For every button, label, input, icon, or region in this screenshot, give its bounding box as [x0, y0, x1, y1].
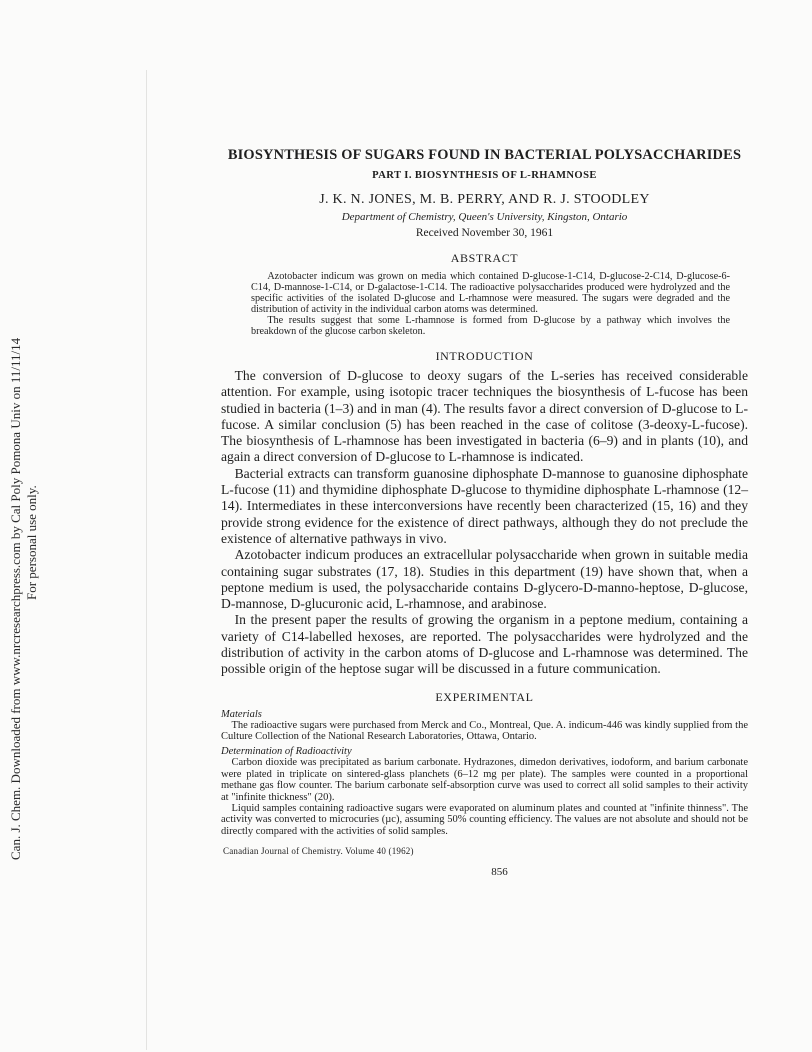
radioactivity-paragraph: Carbon dioxide was precipitated as barium carbonate. Hydrazones, dimedon derivatives, iodoform, and barium carbonate were plated in triplicate on sintered-glass planchets (6–12 mg per plate). The samples were counted in a proportional methane gas flow counter. The barium carbonate self-absorption curve was used to correct all solid samples to their activity at "infinite thickness" (20). — [221, 757, 748, 803]
download-notice-line: Can. J. Chem. Downloaded from www.nrcresearchpress.com by Cal Poly Pomona Univ on 11/11/14 — [8, 337, 23, 860]
received-date: Received November 30, 1961 — [415, 227, 554, 239]
experimental-section — [221, 709, 748, 838]
intro-paragraph: Bacterial extracts can transform guanosine diphosphate D-mannose to guanosine diphosphate L-fucose (11) and thymidine diphosphate D-glucose to thymidine diphosphate L-rhamnose (12–14). Intermediates in these interconversions have recently been characterized (15, 16) and they provide strong evidence for the existence of direct pathways, although they do not preclude the existence of alternative pathways in vivo. — [221, 465, 748, 546]
page-number: 856 — [491, 866, 508, 879]
download-watermark — [4, 160, 48, 860]
page-content — [221, 147, 748, 878]
abstract — [251, 271, 730, 337]
journal-footer: Canadian Journal of Chemistry. Volume 40 (1962) — [223, 846, 414, 857]
abstract-paragraph: Azotobacter indicum was grown on media which contained D-glucose-1-C14, D-glucose-2-C14, D-glucose-6-C14, D-mannose-1-C14, or D-galactose-1-C14. The radioactive polysaccharides produced were hydrolyzed and the specific activities of the isolated D-glucose and L-rhamnose were measured. The sugars were degraded and the distribution of activity in the individual carbon atoms was determined. — [251, 271, 730, 315]
intro-paragraph: The conversion of D-glucose to deoxy sugars of the L-series has received considerable attention. For example, using isotopic tracer techniques the biosynthesis of L-fucose has been studied in bacteria (1–3) and in man (4). The results favor a direct conversion of D-glucose to L-fucose. A similar conclusion (5) has been reached in the case of colitose (3-deoxy-L-fucose). The biosynthesis of L-rhamnose has been investigated in bacteria (6–9) and in plants (10), and again a direct conversion of D-glucose to L-rhamnose is indicated. — [221, 368, 748, 465]
abstract-heading: ABSTRACT — [450, 251, 519, 265]
radioactivity-paragraph: Liquid samples containing radioactive sugars were evaporated on aluminum plates and counted at "infinite thinness". The activity was converted to microcuries (µc), assuming 50% counting efficiency. The values are not absolute and should not be directly compared with the activities of solid samples. — [221, 803, 748, 837]
affiliation: Department of Chemistry, Queen's University, Kingston, Ontario — [341, 211, 628, 223]
experimental-heading: EXPERIMENTAL — [435, 689, 534, 704]
personal-use-line: For personal use only. — [24, 485, 39, 600]
intro-paragraph: In the present paper the results of growing the organism in a peptone medium, containing a variety of C14-labelled hexoses, are reported. The polysaccharides were hydrolyzed and the distribution of activity in the carbon atoms of D-glucose and L-rhamnose was determined. The possible origin of the heptose sugar will be discussed in a future communication. — [221, 612, 748, 677]
paper-subtitle: PART I. BIOSYNTHESIS OF L-RHAMNOSE — [372, 170, 597, 181]
paper-title: BIOSYNTHESIS OF SUGARS FOUND IN BACTERIAL POLYSACCHARIDES — [227, 147, 742, 163]
abstract-paragraph: The results suggest that some L-rhamnose is formed from D-glucose by a pathway which involves the breakdown of the glucose carbon skeleton. — [251, 315, 730, 337]
introduction-heading: INTRODUCTION — [435, 349, 534, 363]
intro-paragraph: Azotobacter indicum produces an extracellular polysaccharide when grown in suitable media containing sugar substrates (17, 18). Studies in this department (19) have shown that, when a peptone medium is used, the polysaccharide contains D-glycero-D-manno-heptose, D-glucose, D-mannose, D-glucuronic acid, L-rhamnose, and arabinose. — [221, 547, 748, 612]
scan-gutter — [146, 70, 147, 1050]
materials-paragraph: The radioactive sugars were purchased from Merck and Co., Montreal, Que. A. indicum-446 was kindly supplied from the Culture Collection of the National Research Laboratories, Ottawa, Ontario. — [221, 719, 748, 743]
authors: J. K. N. JONES, M. B. PERRY, AND R. J. STOODLEY — [319, 192, 650, 207]
introduction-section — [221, 368, 748, 678]
radioactivity-subheading: Determination of Radioactivity — [221, 746, 352, 758]
materials-subheading: Materials — [221, 708, 262, 720]
